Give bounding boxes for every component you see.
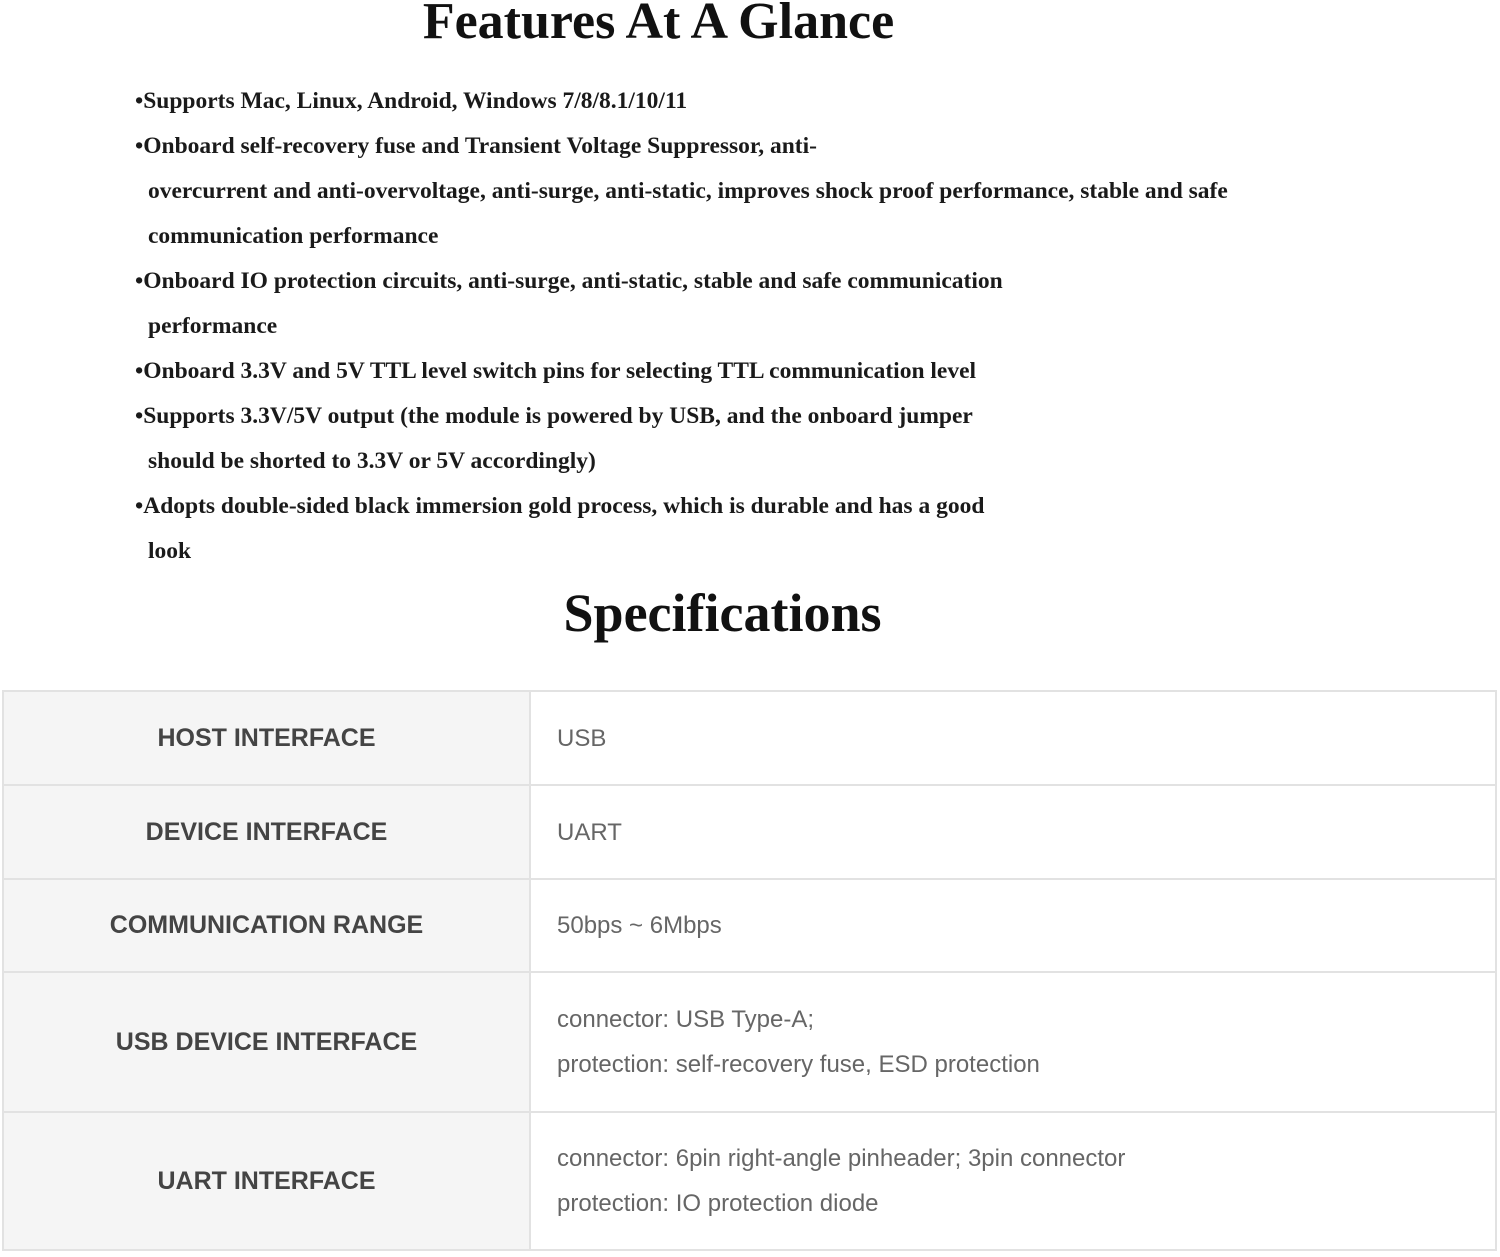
- table-row: [3, 879, 1496, 972]
- table-row: [3, 785, 1496, 879]
- spec-value: [530, 691, 1496, 785]
- spec-value-line: protection: IO protection diode: [557, 1190, 879, 1217]
- spec-value: [530, 972, 1496, 1112]
- list-item: [135, 259, 1385, 349]
- feature-line: •Supports Mac, Linux, Android, Windows 7/8/8.1/10/11: [135, 88, 688, 114]
- spec-key: UART INTERFACE: [3, 1112, 530, 1250]
- spec-value: [530, 1112, 1496, 1250]
- spec-key: USB DEVICE INTERFACE: [3, 972, 530, 1112]
- feature-line: •Onboard IO protection circuits, anti-surge, anti-static, stable and safe communication: [135, 268, 1003, 294]
- spec-value-line: USB: [557, 724, 607, 752]
- spec-value-line: connector: USB Type-A;: [557, 1006, 815, 1033]
- spec-key: DEVICE INTERFACE: [3, 785, 530, 879]
- feature-line: communication performance: [148, 223, 439, 249]
- spec-value: [530, 785, 1496, 879]
- list-item: [135, 124, 1385, 259]
- spec-value: [530, 879, 1496, 972]
- feature-line: overcurrent and anti-overvoltage, anti-surge, anti-static, improves shock proof performance, stable and safe: [148, 178, 1228, 204]
- spec-value-line: UART: [557, 818, 622, 846]
- list-item: [135, 394, 1385, 484]
- spec-key: HOST INTERFACE: [3, 691, 530, 785]
- features-list: [135, 79, 1385, 574]
- spec-value-line: protection: self-recovery fuse, ESD protection: [557, 1051, 1040, 1078]
- spec-key: COMMUNICATION RANGE: [3, 879, 530, 972]
- specifications-title: Specifications: [563, 583, 882, 643]
- list-item: [135, 349, 1385, 394]
- table-row: [3, 691, 1496, 785]
- feature-line: •Supports 3.3V/5V output (the module is powered by USB, and the onboard jumper: [135, 403, 973, 429]
- table-row: [3, 1112, 1496, 1250]
- spec-value-line: 50bps ~ 6Mbps: [557, 912, 722, 939]
- feature-line: •Onboard self-recovery fuse and Transient Voltage Suppressor, anti-: [135, 133, 817, 159]
- features-title: Features At A Glance: [422, 0, 895, 50]
- feature-line: •Onboard 3.3V and 5V TTL level switch pins for selecting TTL communication level: [135, 358, 977, 384]
- feature-line: look: [148, 538, 192, 564]
- list-item: [135, 79, 1385, 124]
- specifications-table: [2, 690, 1497, 1251]
- spec-value-line: connector: 6pin right-angle pinheader; 3pin connector: [557, 1145, 1126, 1172]
- feature-line: should be shorted to 3.3V or 5V accordingly): [148, 448, 596, 474]
- feature-line: performance: [148, 313, 278, 339]
- list-item: [135, 484, 1385, 574]
- table-row: [3, 972, 1496, 1112]
- feature-line: •Adopts double-sided black immersion gold process, which is durable and has a good: [135, 493, 985, 519]
